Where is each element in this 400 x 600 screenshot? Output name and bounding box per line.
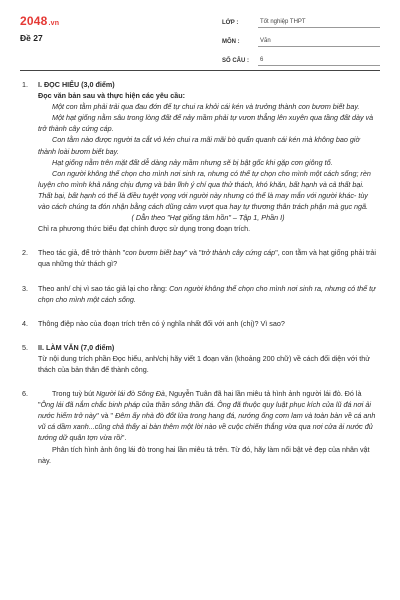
question-2 — [22, 247, 378, 269]
text-run: , Nguyễn Tuân đã hai lần miêu tả hình ảnh người lái đò. Đó là " — [38, 389, 362, 410]
exam-number: Đề 27 — [20, 33, 43, 43]
text-run: ", con tằm và hạt giống phải trải qua những thử thách gì? — [38, 248, 377, 269]
quoted-phrase: trở thành cây cứng cáp — [201, 248, 276, 258]
question-1 — [22, 79, 378, 234]
meta-row-subject — [222, 31, 380, 47]
text-run: Theo anh/ chị vì sao tác giả lại cho rằng: — [38, 283, 170, 293]
instruction: Đọc văn bản sau và thực hiện các yêu cầu: — [38, 91, 186, 101]
meta-value: Văn — [258, 38, 380, 47]
question-text — [38, 283, 378, 305]
question-body — [38, 318, 378, 329]
passage-paragraph: Con tằm nào được người ta cắt vỏ kén chui ra mãi mãi bò quẩn quanh cái kén mà không bao giờ thành loài bươm biết bay. — [38, 135, 360, 156]
quoted-phrase: Con người không thể chọn cho mình nơi sinh ra, nhưng có thể tự chọn cho mình một cách sống. — [38, 283, 376, 304]
exam-meta — [222, 12, 380, 69]
passage-paragraph: Một hạt giống nằm sâu trong lòng đất để nảy mầm phải tự vươn thẳng lên xuyên qua tầng đất dày và trở thành cây cứng cáp. — [38, 113, 374, 134]
question-body — [38, 79, 378, 234]
text-run: ". — [121, 433, 127, 443]
question-text: Chỉ ra phương thức biểu đạt chính được sử dụng trong đoạn trích. — [38, 224, 251, 234]
meta-label: MÔN : — [222, 39, 240, 45]
question-number: 6. — [22, 389, 28, 399]
passage-citation: ( Dẫn theo "Hạt giống tâm hồn" – Tập 1, Phần I) — [131, 213, 285, 223]
question-number: 3. — [22, 283, 28, 293]
logo-text: 2048 — [20, 14, 48, 28]
text-run: Theo tác giả, để trở thành " — [38, 248, 126, 258]
question-6 — [22, 388, 378, 466]
logo-suffix: .vn — [48, 20, 60, 27]
passage-paragraph: Con người không thể chọn cho mình nơi sinh ra, nhưng có thể tự chọn cho mình một cách sống; rèn luyện cho mình khả năng chịu đựng và bản lĩnh ý chí qua thử thách, khó khăn, bất hạnh và cả thất bại. Thất bại, bất hạnh có thể là điều tuyệt vọng với người này nhưng có thể là may mắn với người khác- tùy vào cách chúng ta đón nhận bằng cách dũng cảm vượt qua hay tự thương thân trách phận mà gục ngã. — [38, 168, 371, 212]
question-body — [38, 283, 378, 305]
section-title: II. LÀM VĂN (7,0 điểm) — [38, 342, 115, 352]
question-text — [38, 388, 378, 443]
question-4 — [22, 318, 378, 329]
question-task: Phân tích hình ảnh ông lái đò trong hai lần miêu tả trên. Từ đó, hãy làm nổi bật vẻ đẹp của nhân vật này. — [38, 444, 370, 465]
passage-paragraph: Hạt giống nằm trên mặt đất dễ dàng nảy mầm nhưng sẽ bị bật gốc khi gặp cơn giông tố. — [52, 157, 333, 167]
text-run: " và " — [184, 248, 202, 258]
text-run: " và " — [96, 411, 116, 421]
site-logo[interactable] — [20, 14, 59, 28]
header-divider — [20, 70, 380, 71]
question-body — [38, 388, 378, 466]
meta-label: LỚP : — [222, 20, 239, 26]
exam-content — [22, 79, 378, 466]
question-number: 2. — [22, 248, 28, 258]
section-title: I. ĐỌC HIỂU (3,0 điểm) — [38, 80, 115, 89]
meta-label: SỐ CÂU : — [222, 58, 249, 64]
question-body — [38, 247, 378, 269]
meta-value: 6 — [258, 57, 380, 66]
question-text: Thông điệp nào của đoạn trích trên có ý nghĩa nhất đối với anh (chị)? Vì sao? — [38, 318, 285, 328]
work-title: Người lái đò Sông Đà — [96, 389, 165, 399]
question-text: Từ nội dung trích phần Đọc hiểu, anh/chị hãy viết 1 đoạn văn (khoảng 200 chữ) về cách đối diện với thử thách của bản thân để thành công. — [38, 353, 371, 374]
question-number: 1. — [22, 80, 28, 89]
meta-value: Tốt nghiệp THPT — [258, 19, 380, 28]
question-3 — [22, 283, 378, 305]
text-run: Trong tuỳ bút — [52, 389, 97, 399]
quoted-phrase: con bươm biết bay — [125, 248, 185, 258]
quoted-phrase: Ông lái đã nắm chắc binh pháp của thần sông thần đá. Ông đã thuộc quy luật phục kích của lũ đá nơi ải nước hiểm trở này — [38, 400, 371, 421]
question-number: 4. — [22, 318, 28, 328]
meta-row-class — [222, 12, 380, 28]
question-text — [38, 247, 378, 269]
question-5 — [22, 342, 378, 375]
question-body — [38, 342, 378, 375]
meta-row-count — [222, 50, 380, 66]
passage-paragraph: Một con tằm phải trải qua đau đớn để tự chui ra khỏi cái kén và trưởng thành con bươm biết bay. — [52, 102, 360, 112]
question-number: 5. — [22, 342, 28, 352]
quoted-phrase: Đêm ấy nhà đò đốt lửa trong hang đá, nướng ống cơm lam và toàn bàn về cá anh vũ cá dầm xanh...cũng chả thấy ai bàn thêm một lời nào về cuộc chiến thắng vừa qua nơi cửa ải nước đủ tướng dữ quân tợn vừa rồi — [38, 411, 376, 443]
